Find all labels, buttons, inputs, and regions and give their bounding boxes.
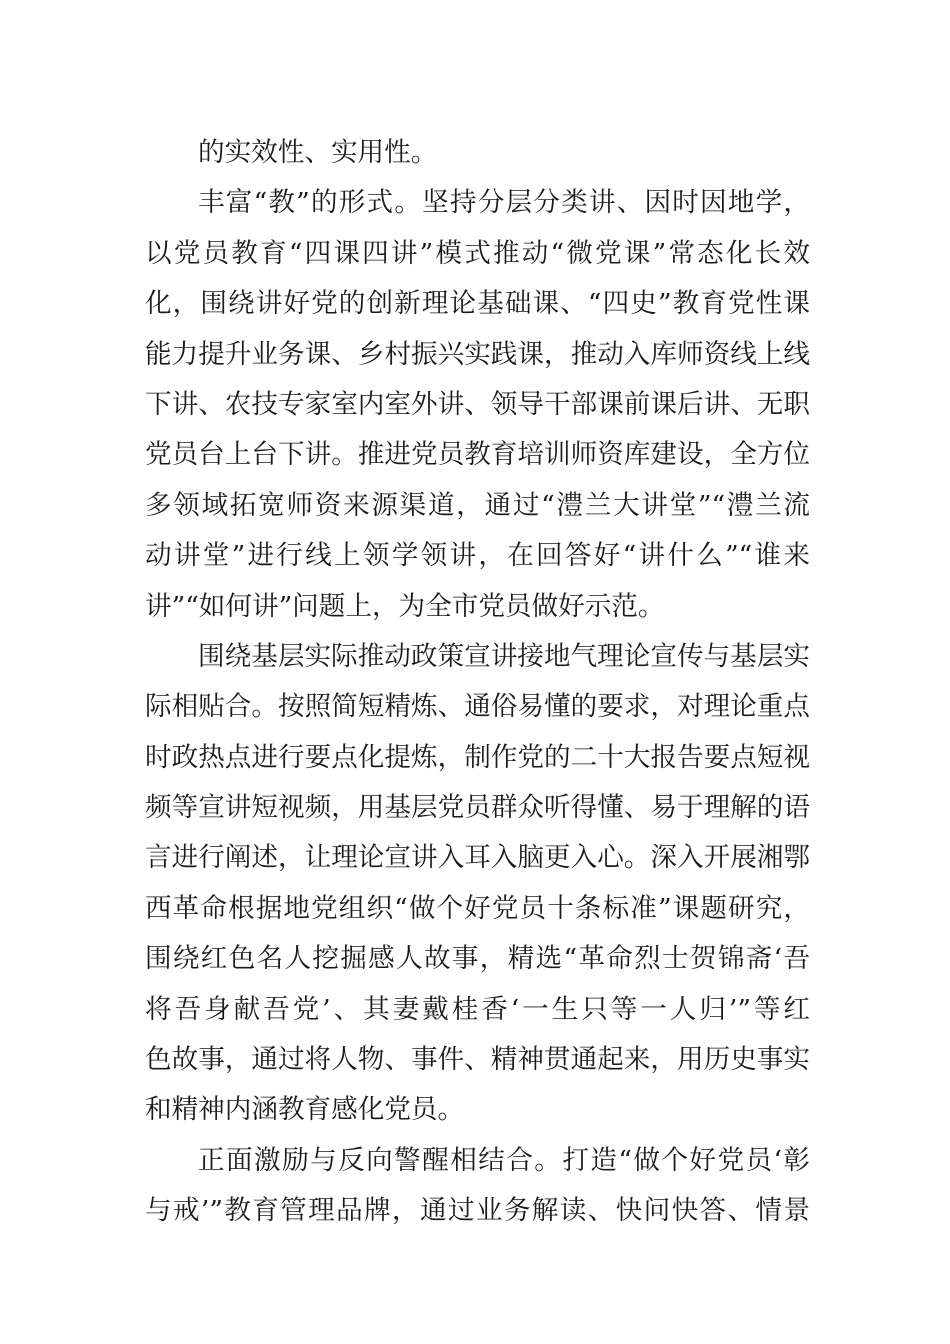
text-line: 际相贴合。按照简短精炼、通俗易懂的要求，对理论重点 [145, 691, 810, 723]
text-line: 多领域拓宽师资来源渠道，通过“澧兰大讲堂”“澧兰流 [145, 489, 810, 521]
text-line: 围绕红色名人挖掘感人故事，精选“革命烈士贺锦斋‘吾 [145, 943, 810, 975]
text-line: 正面激励与反向警醒相结合。打造“做个好党员‘彰 [198, 1144, 810, 1176]
text-line: 动讲堂”进行线上领学领讲，在回答好“讲什么”“谁来 [145, 540, 810, 572]
text-line: 的实效性、实用性。 [198, 137, 438, 168]
document-body [145, 128, 810, 1237]
text-line: 色故事，通过将人物、事件、精神贯通起来，用历史事实 [145, 1044, 810, 1076]
text-line: 和精神内涵教育感化党员。 [145, 1094, 465, 1126]
text-line: 丰富“教”的形式。坚持分层分类讲、因时因地学， [198, 187, 810, 219]
text-line: 西革命根据地党组织“做个好党员十条标准”课题研究， [145, 892, 810, 924]
text-line: 下讲、农技专家室内室外讲、领导干部课前课后讲、无职 [145, 388, 810, 420]
text-line: 围绕基层实际推动政策宣讲接地气理论宣传与基层实 [198, 640, 810, 672]
text-line: 讲”“如何讲”问题上，为全市党员做好示范。 [145, 590, 665, 622]
text-line: 将吾身献吾党’、其妻戴桂香‘一生只等一人归’”等红 [145, 993, 810, 1025]
text-line: 频等宣讲短视频，用基层党员群众听得懂、易于理解的语 [145, 792, 810, 824]
text-line: 以党员教育“四课四讲”模式推动“微党课”常态化长效 [145, 237, 810, 269]
text-line: 化，围绕讲好党的创新理论基础课、“四史”教育党性课 [145, 288, 810, 320]
text-line: 言进行阐述，让理论宣讲入耳入脑更入心。深入开展湘鄂 [145, 842, 810, 874]
text-line: 能力提升业务课、乡村振兴实践课，推动入库师资线上线 [145, 338, 810, 370]
text-line: 党员台上台下讲。推进党员教育培训师资库建设，全方位 [145, 439, 810, 471]
text-line: 与戒’”教育管理品牌，通过业务解读、快问快答、情景 [145, 1195, 810, 1227]
text-line: 时政热点进行要点化提炼，制作党的二十大报告要点短视 [145, 741, 810, 773]
